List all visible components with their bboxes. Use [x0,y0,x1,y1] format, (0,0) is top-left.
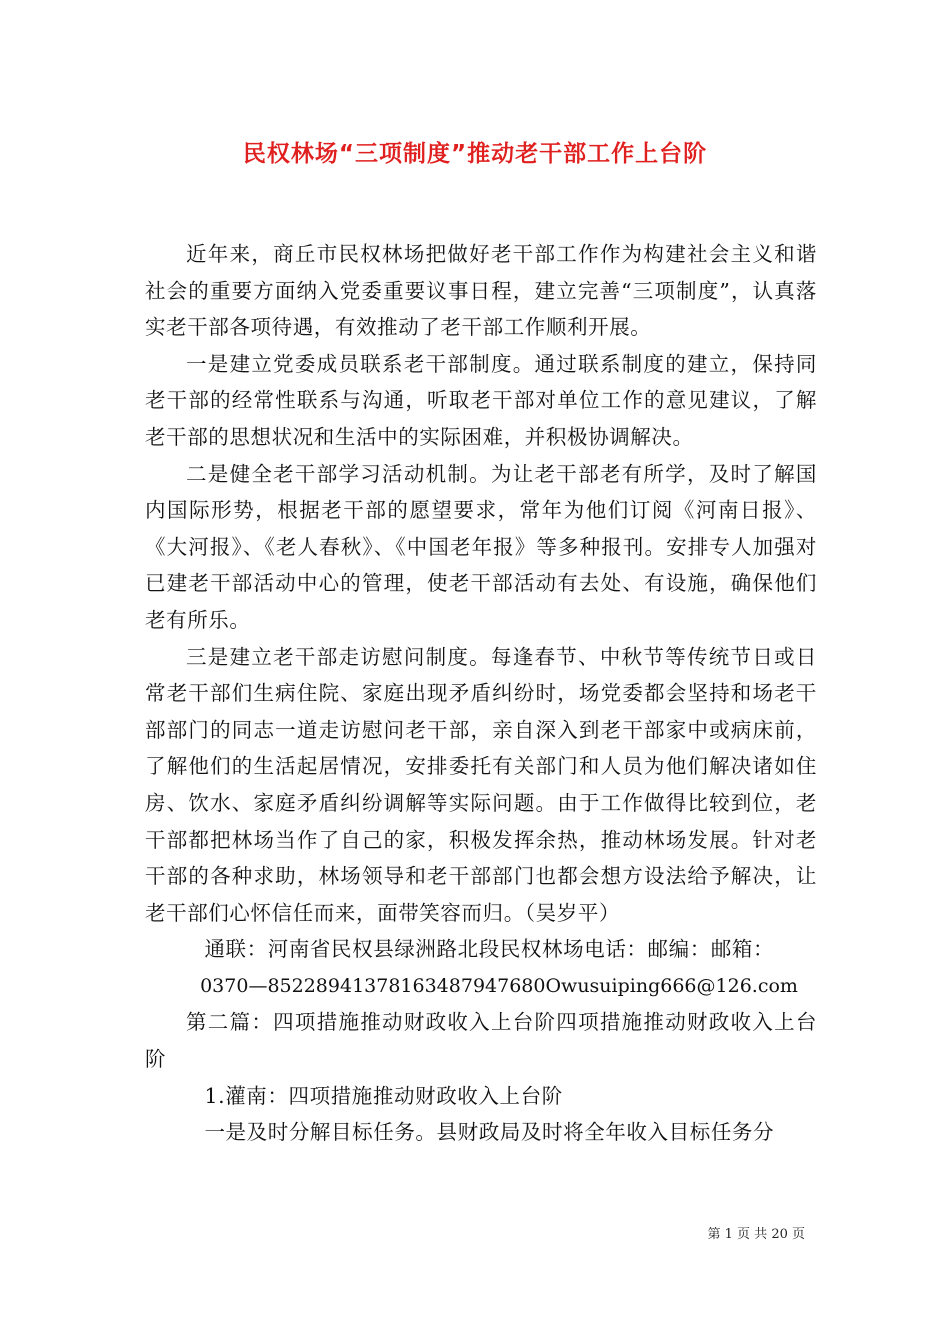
paragraph-system-one: 一是建立党委成员联系老干部制度。通过联系制度的建立，保持同老干部的经常性联系与沟通，听取老干部对单位工作的意见建议，了解老干部的思想状况和生活中的实际困难，并积极协调解决。 [145,351,817,449]
paragraph-intro: 近年来，商丘市民权林场把做好老干部工作作为构建社会主义和谐社会的重要方面纳入党委重要议事日程，建立完善“三项制度”，认真落实老干部各项待遇，有效推动了老干部工作顺利开展。 [145,242,817,340]
paragraph-system-three: 三是建立老干部走访慰问制度。每逢春节、中秋节等传统节日或日常老干部们生病住院、家庭出现矛盾纠纷时，场党委都会坚持和场老干部部门的同志一道走访慰问老干部，亲自深入到老干部家中或病床前，了解他们的生活起居情况，安排委托有关部门和人员为他们解决诸如住房、饮水、家庭矛盾纠纷调解等实际问题。由于工作做得比较到位，老干部都把林场当作了自己的家，积极发挥余热，推动林场发展。针对老干部的各种求助，林场领导和老干部部门也都会想方设法给予解决，让老干部们心怀信任而来，面带笑容而归。（吴岁平） [145,644,817,925]
last-paragraph: 一是及时分解目标任务。县财政局及时将全年收入目标任务分 [204,1120,775,1145]
document-body [145,236,817,1151]
contact-line: 通联：河南省民权县绿洲路北段民权林场电话：邮编：邮箱： [204,937,775,962]
second-article-heading: 第二篇：四项措施推动财政收入上台阶四项措施推动财政收入上台阶 [145,1010,817,1072]
page-number: 第 1 页 共 20 页 [707,1227,805,1242]
section-heading: 1.灌南：四项措施推动财政收入上台阶 [204,1083,563,1108]
document-title: 民权林场“三项制度”推动老干部工作上台阶 [242,141,708,167]
paragraph-system-two: 二是健全老干部学习活动机制。为让老干部老有所学，及时了解国内国际形势，根据老干部的愿望要求，常年为他们订阅《河南日报》、《大河报》、《老人春秋》、《中国老年报》等多种报刊。安排专人加强对已建老干部活动中心的管理，使老干部活动有去处、有设施，确保他们老有所乐。 [145,461,817,632]
contact-numbers: 0370—85228941378163487947680Owusuiping666@126.com [200,974,798,997]
